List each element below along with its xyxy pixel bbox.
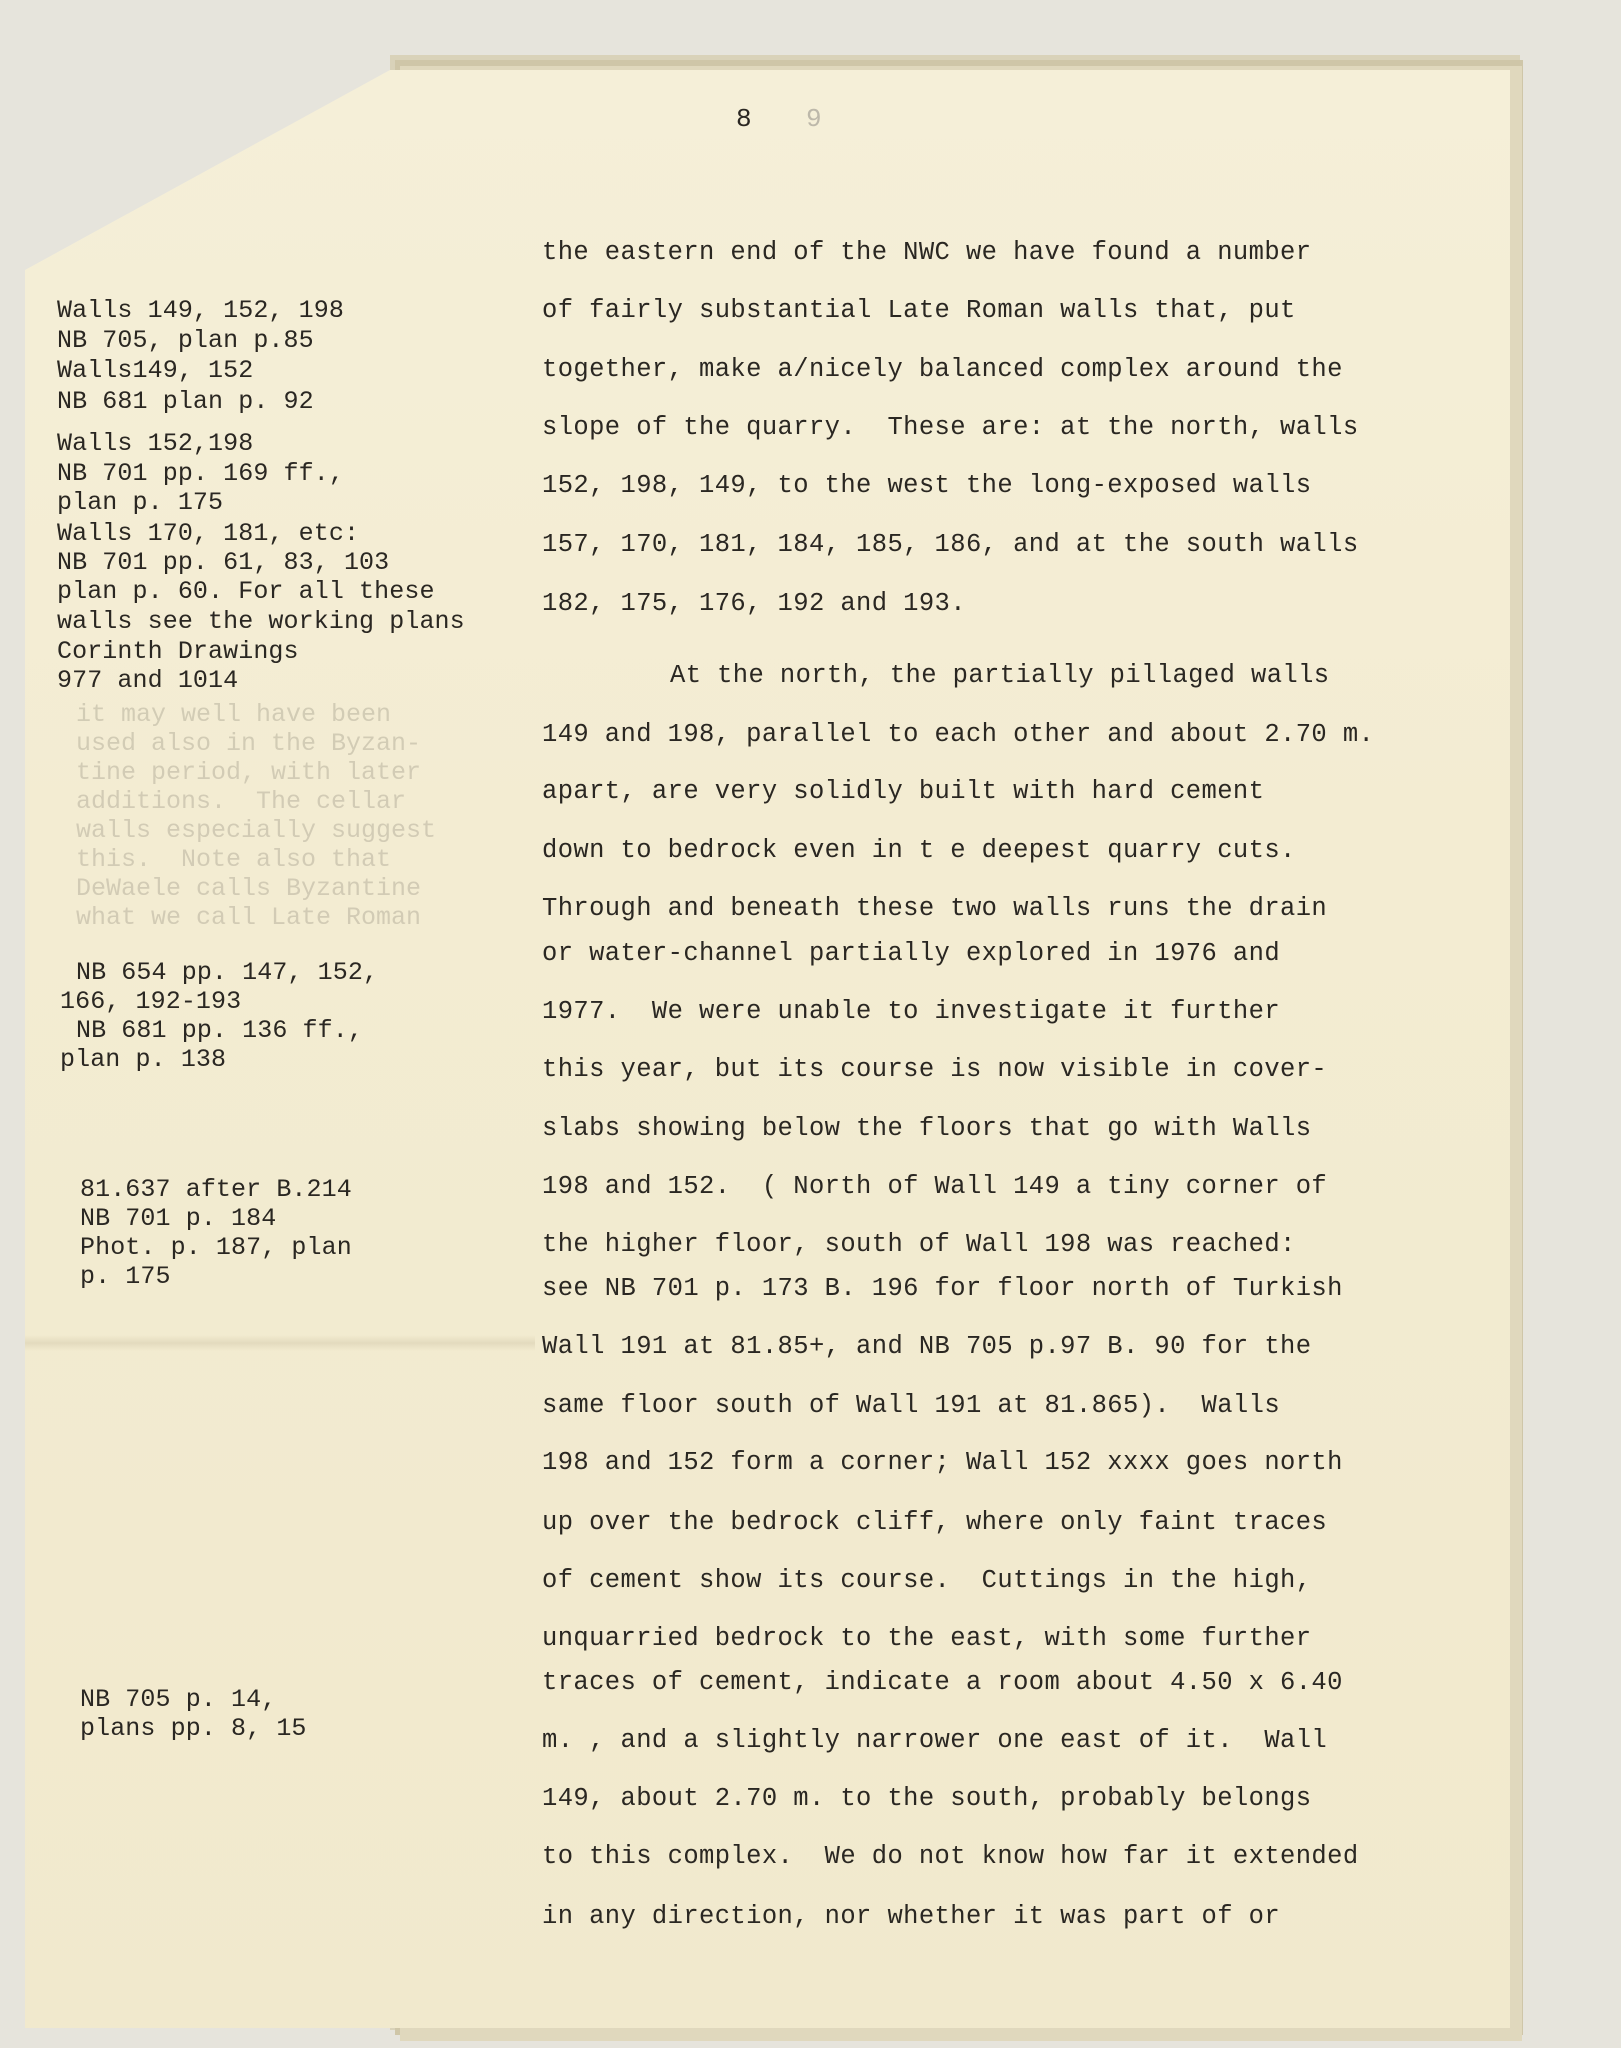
bleed-through-line: additions. The cellar	[76, 787, 407, 816]
body-text-line: the higher floor, south of Wall 198 was reached:	[542, 1230, 1296, 1259]
margin-note-line: plans pp. 8, 15	[80, 1714, 307, 1743]
margin-note-line: NB 705, plan p.85	[57, 326, 314, 355]
margin-note-line: plan p. 60. For all these	[57, 577, 435, 606]
body-text-line: m. , and a slightly narrower one east of it. Wall	[542, 1726, 1328, 1755]
margin-note-line: NB 681 pp. 136 ff.,	[76, 1016, 363, 1045]
body-text-line: Through and beneath these two walls runs the drain	[542, 894, 1328, 923]
body-text-line: up over the bedrock cliff, where only faint traces	[542, 1508, 1328, 1537]
body-text-line: same floor south of Wall 191 at 81.865). Walls	[542, 1391, 1281, 1420]
margin-note-line: Walls149, 152	[57, 356, 254, 385]
body-text-line: in any direction, nor whether it was part of or	[542, 1902, 1281, 1931]
bleed-through-line: what we call Late Roman	[76, 903, 422, 932]
bleed-through-line: used also in the Byzan-	[76, 729, 422, 758]
body-text-line: of fairly substantial Late Roman walls that, put	[542, 296, 1296, 325]
body-text-line: the eastern end of the NWC we have found a number	[542, 238, 1312, 267]
body-text-line: 157, 170, 181, 184, 185, 186, and at the south walls	[542, 530, 1359, 559]
bleed-through-line: DeWaele calls Byzantine	[76, 874, 422, 903]
margin-note-line: Corinth Drawings	[57, 637, 299, 666]
margin-note-line: Phot. p. 187, plan	[80, 1233, 352, 1262]
body-text-line: unquarried bedrock to the east, with some further	[542, 1624, 1312, 1653]
body-text-line: slope of the quarry. These are: at the north, walls	[542, 413, 1359, 442]
bleed-through-line: tine period, with later	[76, 758, 422, 787]
margin-note-line: NB 701 p. 184	[80, 1204, 277, 1233]
margin-note-line: Walls 149, 152, 198	[57, 296, 344, 325]
body-text-line: 149, about 2.70 m. to the south, probably belongs	[542, 1784, 1312, 1813]
body-text-line: 198 and 152 form a corner; Wall 152 xxxx goes north	[542, 1448, 1343, 1477]
body-text-line: or water-channel partially explored in 1976 and	[542, 939, 1281, 968]
margin-note-line: NB 654 pp. 147, 152,	[76, 958, 379, 987]
body-text-line: apart, are very solidly built with hard cement	[542, 777, 1265, 806]
body-text-line: 1977. We were unable to investigate it further	[542, 997, 1281, 1026]
body-text-line: of cement show its course. Cuttings in the high,	[542, 1566, 1312, 1595]
page-number: 8	[736, 104, 752, 134]
body-text-line: this year, but its course is now visible in cover-	[542, 1055, 1328, 1084]
margin-note-line: Walls 170, 181, etc:	[57, 519, 360, 548]
body-text-line: together, make a/nicely balanced complex around the	[542, 355, 1343, 384]
bleed-through-line: walls especially suggest	[76, 816, 437, 845]
body-text-line: 149 and 198, parallel to each other and about 2.70 m.	[542, 720, 1375, 749]
margin-note-line: 81.637 after B.214	[80, 1175, 352, 1204]
margin-note-line: NB 701 pp. 61, 83, 103	[57, 548, 390, 577]
body-text-line: At the north, the partially pillaged walls	[670, 661, 1330, 690]
body-text-line: traces of cement, indicate a room about 4.50 x 6.40	[542, 1668, 1343, 1697]
bleed-through-line: it may well have been	[76, 700, 392, 729]
margin-note-line: 977 and 1014	[57, 666, 239, 695]
body-text-line: see NB 701 p. 173 B. 196 for floor north of Turkish	[542, 1274, 1343, 1303]
body-text-line: down to bedrock even in t e deepest quarry cuts.	[542, 836, 1296, 865]
body-text-line: slabs showing below the floors that go with Walls	[542, 1114, 1312, 1143]
body-text-line: 152, 198, 149, to the west the long-exposed walls	[542, 471, 1312, 500]
paper-fold-shadow	[25, 1335, 535, 1351]
body-text-line: 198 and 152. ( North of Wall 149 a tiny corner of	[542, 1172, 1328, 1201]
margin-note-line: NB 681 plan p. 92	[57, 387, 314, 416]
margin-note-line: 166, 192-193	[60, 987, 242, 1016]
margin-note-line: p. 175	[80, 1262, 171, 1291]
margin-note-line: walls see the working plans	[57, 607, 465, 636]
body-text-line: to this complex. We do not know how far it extended	[542, 1842, 1359, 1871]
margin-note-line: plan p. 175	[57, 488, 224, 517]
margin-note-line: Walls 152,198	[57, 429, 254, 458]
margin-note-line: NB 701 pp. 169 ff.,	[57, 459, 344, 488]
bleed-through-line: this. Note also that	[76, 845, 392, 874]
body-text-line: Wall 191 at 81.85+, and NB 705 p.97 B. 90 for the	[542, 1332, 1312, 1361]
body-text-line: 182, 175, 176, 192 and 193.	[542, 589, 966, 618]
margin-note-line: plan p. 138	[60, 1045, 227, 1074]
bleed-page-number: 9	[806, 104, 822, 134]
margin-note-line: NB 705 p. 14,	[80, 1685, 277, 1714]
